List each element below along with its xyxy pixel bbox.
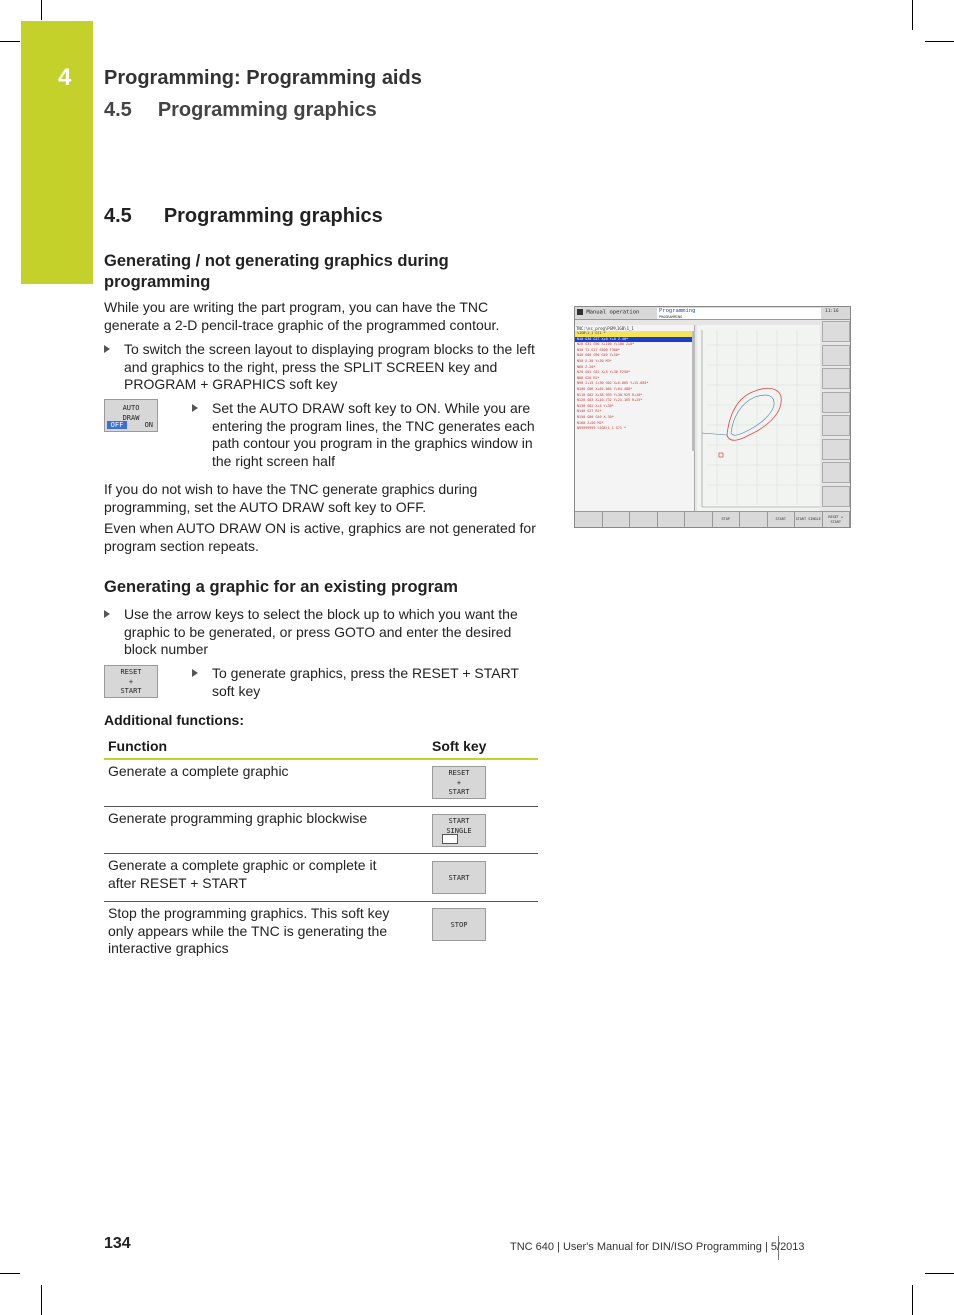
function-text: Generate a complete graphic: [108, 763, 289, 779]
subsection-heading-1: Generating / not generating graphics during programming: [104, 252, 449, 291]
clock: 11:16: [825, 309, 839, 314]
subsection-heading-2: Generating a graphic for an existing program: [104, 578, 458, 596]
running-header-section: [104, 99, 377, 122]
program-line[interactable]: N30 T1 G17 S500 F300*: [577, 347, 620, 352]
bullet-text: Use the arrow keys to select the block up to which you want the graphic to be generated, or press GOTO and enter the desired block number: [124, 606, 518, 657]
machine-mode-icon: [577, 309, 583, 315]
softkey-label: STOP: [450, 921, 468, 929]
softkey[interactable]: [575, 512, 603, 527]
vertical-softkey[interactable]: [822, 345, 850, 366]
vertical-softkey[interactable]: [822, 462, 850, 483]
page-number: 134: [104, 1235, 131, 1252]
softkey-label: START: [448, 817, 470, 825]
bullet-split-screen: [104, 341, 540, 394]
program-line[interactable]: N20 G31 G90 X+100 Y+100 Z+0*: [577, 342, 635, 347]
table-header-function: Function: [108, 738, 168, 754]
bullet-arrow-icon: [104, 345, 110, 353]
paragraph-section-repeats: Even when AUTO DRAW ON is active, graphics are not generated for program section repeats.: [104, 520, 536, 554]
softkey[interactable]: [658, 512, 686, 527]
table-row: [104, 806, 538, 854]
contour-path-outer: [727, 388, 781, 440]
mode-right-sub: PROGRAMMING: [659, 315, 683, 319]
softkey[interactable]: [685, 512, 713, 527]
function-text: Generate programming graphic blockwise: [108, 810, 368, 826]
bullet-text: To switch the screen layout to displaying program blocks to the left and graphics to the right, press the SPLIT SCREEN key and PROGRAM + GRAPHICS soft key: [124, 341, 535, 392]
program-line[interactable]: N140 G27 R2*: [577, 409, 602, 414]
program-line[interactable]: N80 G26 R2*: [577, 375, 600, 380]
crop-mark: [41, 0, 42, 20]
start-single-softkey[interactable]: [432, 814, 486, 847]
blockwise-icon: [442, 834, 458, 844]
crop-mark: [0, 1273, 20, 1274]
paragraph-intro: While you are writing the part program, you can have the TNC generate a 2-D pencil-trace graphic of the programmed contour.: [104, 299, 500, 333]
tool-position-marker: [719, 453, 723, 457]
softkey-label: START: [448, 788, 470, 796]
table-header-softkey: Soft key: [432, 738, 487, 754]
auto-draw-off-indicator: OFF: [107, 421, 127, 429]
running-header-section-title: Programming graphics: [157, 99, 377, 121]
bullet-text: Set the AUTO DRAW soft key to ON. While you are entering the program lines, the TNC generates each path contour you program in the graphics window in the right screen half: [212, 400, 535, 469]
tnc-screenshot: [574, 306, 851, 528]
auto-draw-softkey[interactable]: [104, 399, 158, 432]
vertical-softkey-bar: [822, 321, 850, 511]
softkey-label: RESET: [448, 769, 470, 777]
softkey-label: START: [448, 874, 470, 882]
softkey[interactable]: STOP: [713, 512, 741, 527]
program-lines: [575, 331, 692, 432]
bullet-select-block: [104, 606, 544, 659]
softkey[interactable]: [740, 512, 768, 527]
program-line[interactable]: N10 G30 G17 X+0 Y+0 Z-40*: [575, 337, 692, 343]
vertical-softkey[interactable]: [822, 486, 850, 507]
softkey[interactable]: RESET + START: [823, 512, 851, 527]
program-line[interactable]: %1GB\1_1 G71 *: [575, 331, 692, 337]
vertical-softkey[interactable]: [822, 439, 850, 460]
crop-mark: [0, 41, 20, 42]
table-row: [104, 853, 538, 902]
additional-functions-title: Additional functions:: [104, 712, 244, 728]
auto-draw-on-label: ON: [144, 421, 153, 429]
chapter-tab: [21, 21, 93, 284]
chapter-number: 4: [58, 64, 72, 91]
softkey-label: +: [128, 677, 134, 686]
start-softkey[interactable]: [432, 861, 486, 894]
paragraph-auto-draw-off: If you do not wish to have the TNC generate graphics during programming, set the AUTO DRAW soft key to OFF.: [104, 481, 478, 515]
mode-left-label: Manual operation: [586, 309, 640, 316]
section-number: 4.5: [104, 205, 132, 227]
horizontal-softkey-bar: [575, 511, 850, 527]
footer-text: TNC 640 | User's Manual for DIN/ISO Programming | 5/2013: [510, 1241, 805, 1253]
section-title: Programming graphics: [163, 205, 383, 227]
vertical-softkey[interactable]: [822, 415, 850, 436]
running-header-section-number: 4.5: [104, 99, 132, 121]
graphics-pane: [697, 325, 820, 511]
crop-mark: [912, 1285, 913, 1315]
softkey-label: +: [456, 778, 462, 787]
softkey-label: AUTO: [122, 404, 140, 412]
bullet-arrow-icon: [192, 404, 198, 412]
program-line[interactable]: N110 G02 X+38.993 Y+30.929 R+20*: [577, 392, 643, 397]
bullet-reset-start: [192, 665, 542, 700]
program-line[interactable]: N100 G06 X+65.065 Y+64.488*: [577, 386, 633, 391]
softkey-label: START: [120, 687, 142, 695]
mode-programming: [659, 308, 695, 320]
program-line[interactable]: N90 I+15 J+30 G02 X+6.865 Y+15.685*: [577, 381, 649, 386]
reset-start-softkey[interactable]: [432, 766, 486, 799]
function-text: Stop the programming graphics. This soft key only appears while the TNC is generating the interactive graphics: [108, 905, 390, 956]
softkey-label: RESET: [120, 668, 142, 676]
grid: [707, 330, 820, 505]
crop-mark: [912, 0, 913, 30]
contour-path-inner: [731, 395, 774, 435]
bullet-auto-draw: [192, 400, 542, 470]
program-pane: [575, 325, 695, 511]
contour-graphic: [697, 325, 820, 511]
running-header-chapter: Programming: Programming aids: [104, 67, 422, 89]
softkey-label: SINGLE: [446, 826, 472, 835]
softkey[interactable]: [603, 512, 631, 527]
softkey-label: DRAW: [122, 413, 140, 422]
stop-softkey[interactable]: [432, 908, 486, 941]
approach-line: [702, 433, 727, 435]
program-line[interactable]: N150 G00 G40 X-30*: [577, 414, 614, 419]
section-heading: [104, 205, 383, 228]
table-row: [104, 901, 538, 962]
softkey[interactable]: START SINGLE: [795, 512, 823, 527]
vertical-softkey[interactable]: [822, 392, 850, 413]
bullet-arrow-icon: [192, 669, 198, 677]
crop-mark: [41, 1285, 42, 1315]
mode-right-label: Programming: [659, 308, 696, 314]
reset-start-softkey[interactable]: [104, 665, 158, 698]
bullet-arrow-icon: [104, 610, 110, 618]
program-path: TNC:\nc_prog\PGM\1GB\1_1: [576, 326, 634, 331]
function-text: Generate a complete graphic or complete it after RESET + START: [108, 857, 377, 891]
program-line[interactable]: N120 G03 X+10.732 Y+21.165 R+25*: [577, 398, 643, 403]
program-line[interactable]: N130 G02 X+5 Y+30*: [577, 403, 614, 408]
mode-manual-operation[interactable]: [577, 309, 639, 316]
bullet-text: To generate graphics, press the RESET + START soft key: [212, 665, 519, 699]
table-row: [104, 760, 538, 806]
program-line[interactable]: N99999999 %1GB\1_1 G71 *: [577, 426, 626, 431]
program-line[interactable]: N50 X-30 Y+30 M3*: [577, 358, 612, 363]
vertical-softkey[interactable]: [822, 368, 850, 389]
program-line[interactable]: N40 G00 G90 G40 Z+50*: [577, 353, 620, 358]
crop-mark: [925, 1273, 954, 1274]
vertical-softkey[interactable]: [822, 321, 850, 342]
softkey[interactable]: [630, 512, 658, 527]
program-line[interactable]: N60 Z-20*: [577, 364, 596, 369]
crop-mark: [925, 41, 954, 42]
program-line[interactable]: N160 Z+50 M2*: [577, 420, 604, 425]
program-line[interactable]: N70 G01 G41 X+5 Y+30 F250*: [577, 370, 631, 375]
program-scrollbar[interactable]: [692, 331, 695, 451]
softkey[interactable]: START: [768, 512, 796, 527]
